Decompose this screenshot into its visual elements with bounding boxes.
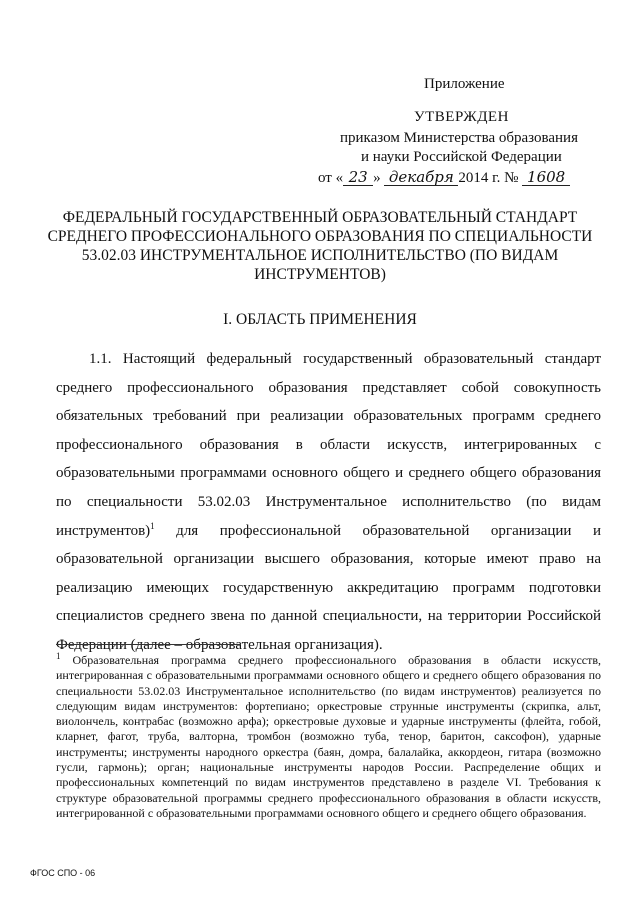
handwritten-month: декабря <box>384 169 458 186</box>
appendix-label: Приложение <box>424 76 505 92</box>
footnote-divider <box>56 644 241 645</box>
main-paragraph <box>56 345 601 660</box>
paragraph-part-2: для профессиональной образовательной организации и образовательной организации высшего образования, которые имеют право на реализацию имеющих государственную аккредитацию программ подготовки специалистов среднего звена по данной специальности, на территории Российской Федерации (далее – образовательная организация). <box>56 522 601 653</box>
handwritten-order-number: 1608 <box>522 169 570 186</box>
paragraph-part-1: 1.1. Настоящий федеральный государственный образовательный стандарт среднего профессионального образования представляет собой совокупность обязательных требований при реализации образовательных программ среднего профессионального образования в области искусств, интегрированных с образовательными программами основного общего и среднего общего образования по специальности 53.02.03 Инструментальное исполнительство (по видам инструментов) <box>56 351 601 539</box>
date-prefix: от « <box>318 170 344 186</box>
date-separator: » <box>373 170 381 186</box>
approved-label: УТВЕРЖДЕН <box>414 109 509 125</box>
order-date-line <box>318 168 570 189</box>
footnote-text: Образовательная программа среднего профессионального образования в области искусств, интегрированная с образовательными программами основного общего и среднего общего образования по специальности 53.02.03 Инструментальное исполнительство (по видам инструментов) реализуется по следующим видам инструментов: фортепиано; оркестровые струнные инструменты (скрипка, альт, виолончель, контрабас (возможно арфа); оркестровые духовые и ударные инструменты (флейта, гобой, кларнет, фагот, труба, валторна, тромбон (возможно туба, тенор, баритон, саксофон), ударные инструменты; инструменты народного оркестра (баян, домра, балалайка, аккордеон, гитара (возможно гусли, гармонь); орган; национальные инструменты народов России. Распределение общих и профессиональных компетенций по видам инструментов представлено в разделе VI. Требования к структуре образовательной программы среднего профессионального образования в области искусств, интегрированной с образовательными программами основного общего и среднего общего образования. <box>56 653 602 820</box>
footnote-mark: 1 <box>56 651 61 661</box>
document-title: ФЕДЕРАЛЬНЫЙ ГОСУДАРСТВЕННЫЙ ОБРАЗОВАТЕЛЬНЫЙ СТАНДАРТ СРЕДНЕГО ПРОФЕССИОНАЛЬНОГО ОБРАЗОВАНИЯ ПО СПЕЦИАЛЬНОСТИ 53.02.03 ИНСТРУМЕНТАЛЬНОЕ ИСПОЛНИТЕЛЬСТВО (ПО ВИДАМ ИНСТРУМЕНТОВ) <box>47 209 593 283</box>
handwritten-day: 23 <box>343 169 373 186</box>
footer-code: ФГОС СПО - 06 <box>30 868 96 878</box>
footnote-reference: 1 <box>150 520 155 531</box>
section-heading: I. ОБЛАСТЬ ПРИМЕНЕНИЯ <box>223 311 417 328</box>
footnote <box>56 653 601 821</box>
order-line-2: и науки Российской Федерации <box>361 149 562 165</box>
date-year: 2014 г. № <box>458 170 519 186</box>
order-line-1: приказом Министерства образования <box>340 130 578 146</box>
